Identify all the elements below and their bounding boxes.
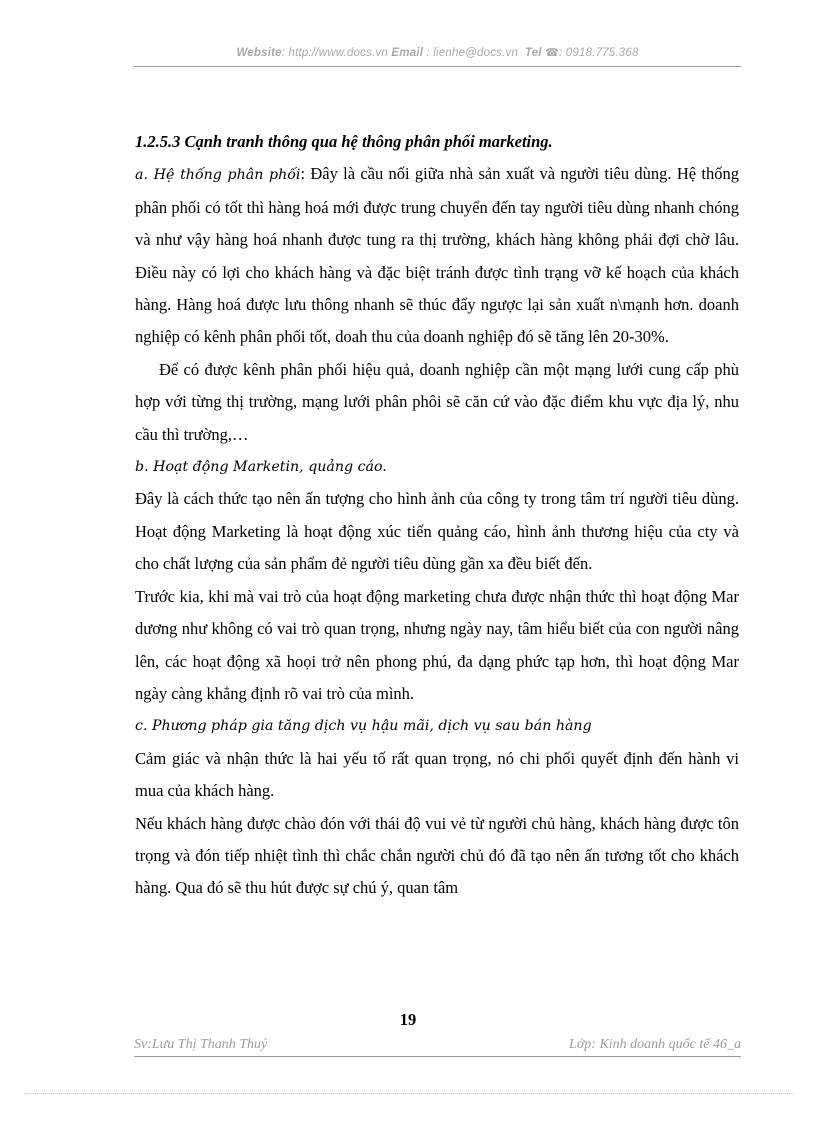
paragraph-b2: Trước kia, khi mà vai trò của hoạt động marketing chưa được nhận thức thì hoạt động Mar dương như không có vai trò quan trọng, nhưng ngày nay, tâm hiểu biết của con người nâng lên, các hoạt động xã hoọi trở nên phong phú, đa dạng phức tạp hơn, thì hoạt động Mar ngày càng khẳng định rõ vai trò của mình. — [135, 586, 739, 703]
paragraph-b1: Đây là cách thức tạo nên ấn tượng cho hình ảnh của công ty trong tâm trí người tiêu dùng. Hoạt động Marketing là hoạt động xúc tiến quảng cáo, hình ảnh thương hiệu của cty và cho chất lượng của sản phẩm đẻ người tiêu dùng gần xa đều biết đến. — [135, 489, 739, 574]
website-label: Website — [236, 47, 282, 59]
subheading-c: c. Phương pháp gia tăng dịch vụ hậu mãi, dịch vụ sau bán hàng — [135, 718, 592, 735]
page-footer — [134, 1037, 741, 1057]
paragraph-c2: Nếu khách hàng được chào đón với thái độ vui vẻ từ người chủ hàng, khách hàng được tôn trọng và đón tiếp nhiệt tình thì chắc chắn người chủ đó đã tạo nên ấn tương tốt cho khách hàng. Qua đó sẽ thu hút được sự chú ý, quan tâm — [135, 813, 739, 898]
email-label: Email — [391, 47, 424, 59]
footer-student: Sv:Lưu Thị Thanh Thuỷ — [134, 1037, 268, 1052]
paragraph-kenh-phan-phoi: Để có được kênh phân phối hiệu quả, doanh nghiệp cần một mạng lưới cung cấp phù hợp với từng thị trường, mạng lưới phân phôi sẽ căn cứ vào đặc điểm khu vực địa lý, nhu cầu thì trường,… — [135, 359, 739, 444]
phone-icon: ☎ — [545, 47, 559, 59]
page-edge-divider — [24, 1093, 794, 1094]
page-header — [134, 46, 741, 67]
footer-class: Lớp: Kinh doanh quốc tế 46_a — [569, 1037, 741, 1052]
website-value: : http://www.docs.vn — [281, 47, 388, 59]
tel-label: Tel — [524, 47, 542, 59]
subheading-b: b. Hoạt động Marketin, quảng cáo. — [135, 459, 387, 476]
paragraph-a-text: : Đây là cầu nối giữa nhà sản xuất và người tiêu dùng. Hệ thống phân phối có tốt thì hàng hoá mới được trung chuyển đến tay người tiêu dùng nhanh chóng và như vậy hàng hoá nhanh được tung ra thị trường, khách hàng không phải đợi chờ lâu. Điều này có lợi cho khách hàng và đặc biệt tránh được tình trạng vỡ kế hoạch của khách hàng. Hàng hoá được lưu thông nhanh sẽ thúc đẩy ngược lại sản xuất n\mạnh hơn. doanh nghiệp có kênh phân phối tốt, doah thu của doanh nghiệp đó sẽ tăng lên 20-30%. — [135, 164, 739, 347]
subheading-a: a. Hệ thống phân phối — [135, 167, 301, 184]
paragraph-a — [135, 158, 739, 353]
document-body — [135, 126, 739, 905]
tel-value: : 0918.775.368 — [559, 47, 639, 59]
paragraph-c1: Cảm giác và nhận thức là hai yếu tố rất quan trọng, nó chi phối quyết định đến hành vi mua của khách hàng. — [135, 748, 739, 801]
section-heading: 1.2.5.3 Cạnh tranh thông qua hệ thông phân phối marketing. — [135, 132, 553, 151]
email-value: : lienhe@docs.vn — [423, 47, 519, 59]
page-number: 19 — [399, 1010, 417, 1029]
